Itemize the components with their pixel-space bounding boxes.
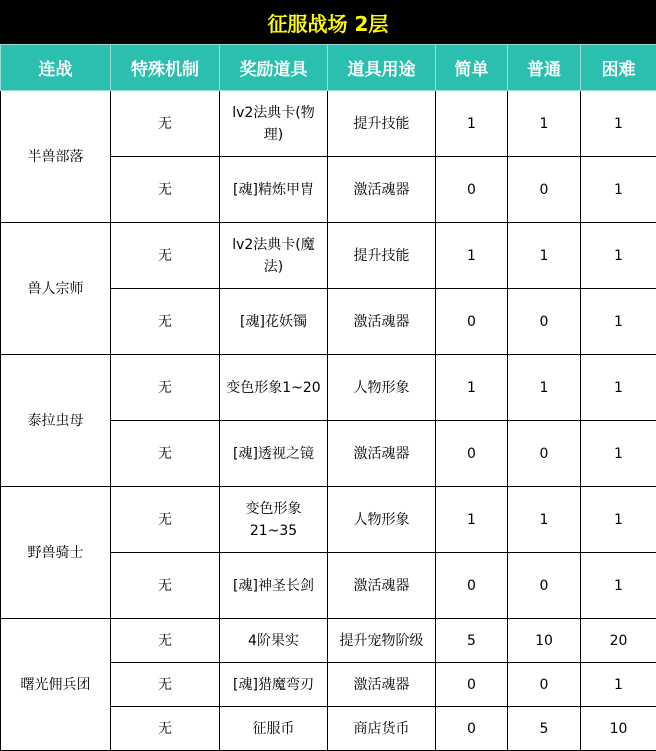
reward-table xyxy=(0,44,656,751)
header-stage: 连战 xyxy=(1,45,111,91)
hard-cell: 1 xyxy=(581,91,656,157)
item-cell: 变色形象21~35 xyxy=(220,487,328,553)
item-cell: lv2法典卡(魔法) xyxy=(220,223,328,289)
normal-cell: 1 xyxy=(508,91,581,157)
header-hard: 困难 xyxy=(581,45,656,91)
stage-name: 曙光佣兵团 xyxy=(1,619,111,751)
hard-cell: 1 xyxy=(581,663,656,707)
table-row xyxy=(1,223,656,289)
hard-cell: 20 xyxy=(581,619,656,663)
table-row xyxy=(1,619,656,663)
use-cell: 激活魂器 xyxy=(328,663,436,707)
header-normal: 普通 xyxy=(508,45,581,91)
mechanic-cell: 无 xyxy=(111,707,220,751)
hard-cell: 1 xyxy=(581,223,656,289)
easy-cell: 1 xyxy=(436,355,508,421)
mechanic-cell: 无 xyxy=(111,663,220,707)
normal-cell: 5 xyxy=(508,707,581,751)
use-cell: 提升技能 xyxy=(328,223,436,289)
mechanic-cell: 无 xyxy=(111,421,220,487)
item-cell: [魂]透视之镜 xyxy=(220,421,328,487)
normal-cell: 1 xyxy=(508,223,581,289)
normal-cell: 1 xyxy=(508,355,581,421)
easy-cell: 1 xyxy=(436,223,508,289)
mechanic-cell: 无 xyxy=(111,619,220,663)
hard-cell: 1 xyxy=(581,421,656,487)
easy-cell: 0 xyxy=(436,421,508,487)
mechanic-cell: 无 xyxy=(111,157,220,223)
item-cell: lv2法典卡(物理) xyxy=(220,91,328,157)
stage-name: 兽人宗师 xyxy=(1,223,111,355)
item-cell: [魂]猎魔弯刃 xyxy=(220,663,328,707)
table-row xyxy=(1,355,656,421)
mechanic-cell: 无 xyxy=(111,487,220,553)
item-cell: 征服币 xyxy=(220,707,328,751)
normal-cell: 1 xyxy=(508,487,581,553)
easy-cell: 0 xyxy=(436,289,508,355)
hard-cell: 10 xyxy=(581,707,656,751)
easy-cell: 5 xyxy=(436,619,508,663)
hard-cell: 1 xyxy=(581,289,656,355)
use-cell: 激活魂器 xyxy=(328,421,436,487)
use-cell: 人物形象 xyxy=(328,355,436,421)
header-mechanic: 特殊机制 xyxy=(111,45,220,91)
use-cell: 人物形象 xyxy=(328,487,436,553)
use-cell: 提升技能 xyxy=(328,91,436,157)
item-cell: 变色形象1~20 xyxy=(220,355,328,421)
mechanic-cell: 无 xyxy=(111,355,220,421)
normal-cell: 0 xyxy=(508,289,581,355)
use-cell: 激活魂器 xyxy=(328,157,436,223)
table-row xyxy=(1,487,656,553)
hard-cell: 1 xyxy=(581,157,656,223)
easy-cell: 1 xyxy=(436,487,508,553)
header-easy: 简单 xyxy=(436,45,508,91)
hard-cell: 1 xyxy=(581,355,656,421)
stage-name: 半兽部落 xyxy=(1,91,111,223)
mechanic-cell: 无 xyxy=(111,553,220,619)
normal-cell: 0 xyxy=(508,421,581,487)
mechanic-cell: 无 xyxy=(111,91,220,157)
stage-name: 泰拉虫母 xyxy=(1,355,111,487)
hard-cell: 1 xyxy=(581,553,656,619)
easy-cell: 0 xyxy=(436,707,508,751)
item-cell: 4阶果实 xyxy=(220,619,328,663)
hard-cell: 1 xyxy=(581,487,656,553)
stage-name: 野兽骑士 xyxy=(1,487,111,619)
table-header-row xyxy=(1,45,656,91)
easy-cell: 1 xyxy=(436,91,508,157)
use-cell: 激活魂器 xyxy=(328,553,436,619)
table-row xyxy=(1,91,656,157)
use-cell: 激活魂器 xyxy=(328,289,436,355)
use-cell: 商店货币 xyxy=(328,707,436,751)
easy-cell: 0 xyxy=(436,663,508,707)
page-title: 征服战场 2层 xyxy=(0,0,656,44)
easy-cell: 0 xyxy=(436,157,508,223)
mechanic-cell: 无 xyxy=(111,223,220,289)
item-cell: [魂]精炼甲胄 xyxy=(220,157,328,223)
normal-cell: 10 xyxy=(508,619,581,663)
normal-cell: 0 xyxy=(508,553,581,619)
header-reward-item: 奖励道具 xyxy=(220,45,328,91)
use-cell: 提升宠物阶级 xyxy=(328,619,436,663)
mechanic-cell: 无 xyxy=(111,289,220,355)
easy-cell: 0 xyxy=(436,553,508,619)
item-cell: [魂]花妖镯 xyxy=(220,289,328,355)
header-item-use: 道具用途 xyxy=(328,45,436,91)
normal-cell: 0 xyxy=(508,157,581,223)
item-cell: [魂]神圣长剑 xyxy=(220,553,328,619)
normal-cell: 0 xyxy=(508,663,581,707)
